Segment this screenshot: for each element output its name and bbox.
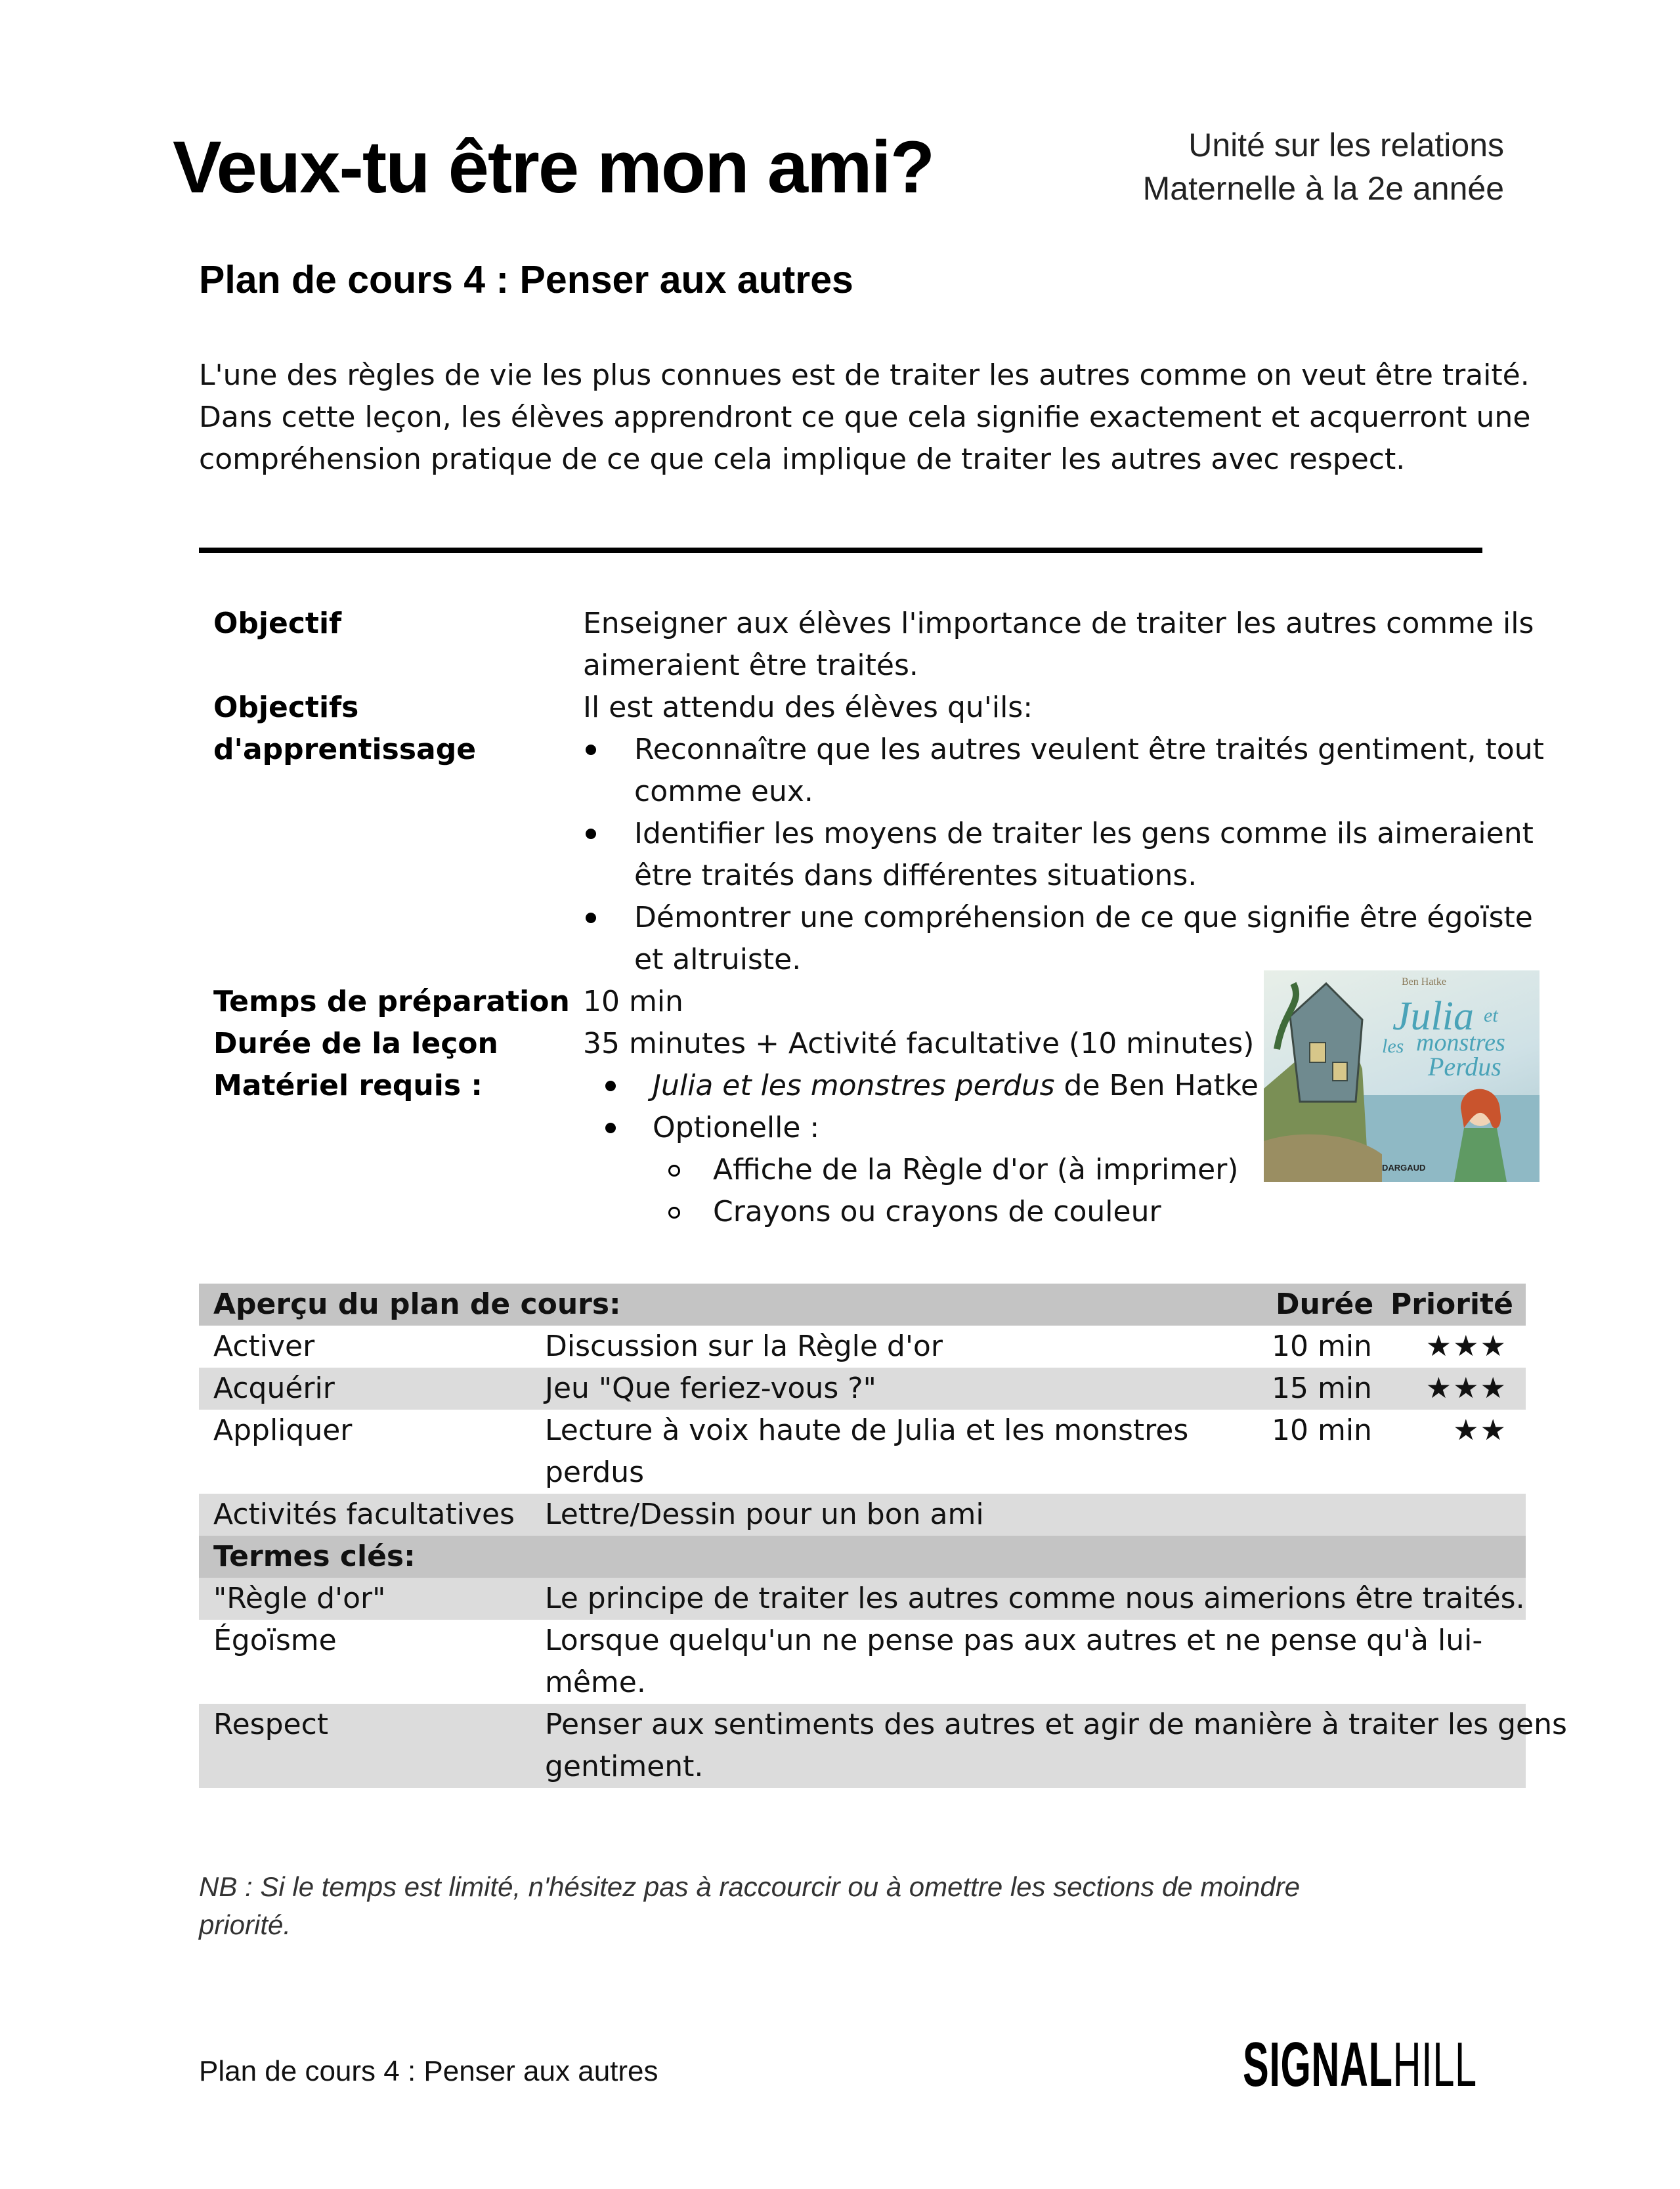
cover-title-word: et: [1484, 1005, 1498, 1026]
objectif-value: [583, 603, 1534, 687]
cover-title-word: Perdus: [1428, 1052, 1501, 1081]
duration-cell: 10 min: [1272, 1330, 1372, 1363]
term-cell: "Règle d'or": [213, 1582, 386, 1615]
duree-label: Durée de la leçon: [213, 1027, 498, 1060]
intro-line: Dans cette leçon, les élèves apprendront ce que cela signifie exactement et acquerront une: [199, 401, 1531, 434]
definition-line: même.: [545, 1666, 646, 1699]
material-item: Affiche de la Règle d'or (à imprimer): [713, 1153, 1239, 1186]
cover-title-word: les: [1382, 1035, 1404, 1057]
priority-stars: ★★: [1453, 1414, 1507, 1447]
objectifs-label-line: d'apprentissage: [213, 733, 477, 766]
intro-line: L'une des règles de vie les plus connues est de traiter les autres comme on veut être traité.: [199, 358, 1530, 392]
phase-cell: Activités facultatives: [213, 1498, 515, 1531]
bullet-icon: [586, 913, 596, 923]
optional-label: Optionelle :: [653, 1111, 820, 1144]
definition-line: Penser aux sentiments des autres et agir de manière à traiter les gens: [545, 1708, 1567, 1741]
book-cover-art: [1264, 970, 1540, 1182]
term-cell: Respect: [213, 1708, 329, 1741]
objectifs-label: [213, 687, 476, 771]
signalhill-logo: [1243, 2029, 1477, 2101]
cover-publisher: DARGAUD: [1382, 1163, 1426, 1173]
materials-list: [603, 1065, 1259, 1233]
duration-cell: 10 min: [1272, 1414, 1372, 1447]
phase-cell: Activer: [213, 1330, 315, 1363]
overview-header: Aperçu du plan de cours:: [213, 1288, 621, 1321]
definition-cell: [545, 1620, 1482, 1704]
definition-cell: Le principe de traiter les autres comme nous aimerions être traités.: [545, 1582, 1525, 1615]
objective-line: Identifier les moyens de traiter les gens comme ils aimeraient: [634, 817, 1534, 850]
circle-bullet-icon: [668, 1165, 680, 1177]
logo-part: HILL: [1392, 2029, 1477, 2100]
bullet-icon: [605, 1123, 616, 1133]
cover-title-word: monstres: [1416, 1029, 1505, 1056]
col-duree-header: Durée: [1276, 1288, 1374, 1321]
objectives-list: [584, 729, 1569, 981]
bullet-icon: [586, 745, 596, 755]
priority-note: [199, 1868, 1300, 1944]
activity-line: Lecture à voix haute de Julia et les monstres: [545, 1414, 1189, 1447]
activity-cell: Jeu "Que feriez-vous ?": [545, 1372, 876, 1405]
list-item: [584, 729, 1569, 813]
priority-stars: ★★★: [1425, 1330, 1507, 1363]
logo-part: SIGNAL: [1243, 2029, 1393, 2100]
section-divider: [199, 548, 1482, 553]
materiel-label: Matériel requis :: [213, 1069, 483, 1102]
list-item: [584, 813, 1569, 897]
book-title: Julia et les monstres perdus: [653, 1069, 1055, 1102]
terms-header: Termes clés:: [213, 1540, 416, 1573]
objective-line: Démontrer une compréhension de ce que signifie être égoïste: [634, 901, 1533, 934]
term-cell: Égoïsme: [213, 1624, 337, 1657]
grade-line: Maternelle à la 2e année: [1142, 170, 1504, 207]
cover-title-word: Julia: [1392, 994, 1474, 1039]
priority-stars: ★★★: [1425, 1372, 1507, 1405]
duration-cell: 15 min: [1272, 1372, 1372, 1405]
unit-line: Unité sur les relations: [1188, 127, 1504, 163]
prep-value: 10 min: [583, 985, 683, 1018]
objective-line: et altruiste.: [634, 943, 802, 976]
objectif-line: Enseigner aux élèves l'importance de traiter les autres comme ils: [583, 607, 1534, 640]
activity-cell: [545, 1410, 1188, 1494]
plan-title: Plan de cours 4 : Penser aux autres: [199, 258, 853, 301]
objectifs-intro: Il est attendu des élèves qu'ils:: [583, 691, 1033, 724]
intro-paragraph: [199, 355, 1531, 481]
intro-line: compréhension pratique de ce que cela implique de traiter les autres avec respect.: [199, 443, 1406, 476]
objectifs-label-line: Objectifs: [213, 691, 359, 724]
book-author: de Ben Hatke: [1054, 1069, 1259, 1102]
activity-line: perdus: [545, 1456, 645, 1489]
phase-cell: Appliquer: [213, 1414, 353, 1447]
document-title: Veux-tu être mon ami?: [173, 126, 934, 208]
note-line: NB : Si le temps est limité, n'hésitez pas à raccourcir ou à omettre les sections de moindre: [199, 1871, 1301, 1902]
note-line: priorité.: [199, 1909, 291, 1940]
col-priorite-header: Priorité: [1390, 1288, 1513, 1321]
circle-bullet-icon: [668, 1207, 680, 1219]
objective-line: comme eux.: [634, 775, 813, 808]
bullet-icon: [605, 1081, 616, 1091]
footer-title: Plan de cours 4 : Penser aux autres: [199, 2055, 658, 2087]
objectif-line: aimeraient être traités.: [583, 649, 918, 682]
book-cover-image: [1264, 970, 1540, 1182]
duree-value: 35 minutes + Activité facultative (10 minutes): [583, 1027, 1255, 1060]
activity-cell: Discussion sur la Règle d'or: [545, 1330, 943, 1363]
phase-cell: Acquérir: [213, 1372, 335, 1405]
unit-info: [1143, 123, 1504, 210]
prep-label: Temps de préparation: [213, 985, 570, 1018]
material-item: Crayons ou crayons de couleur: [713, 1195, 1161, 1228]
definition-line: Lorsque quelqu'un ne pense pas aux autres et ne pense qu'à lui-: [545, 1624, 1483, 1657]
definition-line: gentiment.: [545, 1750, 704, 1783]
objectif-label: Objectif: [213, 607, 342, 640]
objective-line: être traités dans différentes situations.: [634, 859, 1197, 892]
cover-author: Ben Hatke: [1402, 976, 1446, 987]
definition-cell: [545, 1704, 1567, 1788]
bullet-icon: [586, 829, 596, 839]
activity-cell: Lettre/Dessin pour un bon ami: [545, 1498, 984, 1531]
list-item: [584, 897, 1569, 981]
objective-line: Reconnaître que les autres veulent être traités gentiment, tout: [634, 733, 1544, 766]
